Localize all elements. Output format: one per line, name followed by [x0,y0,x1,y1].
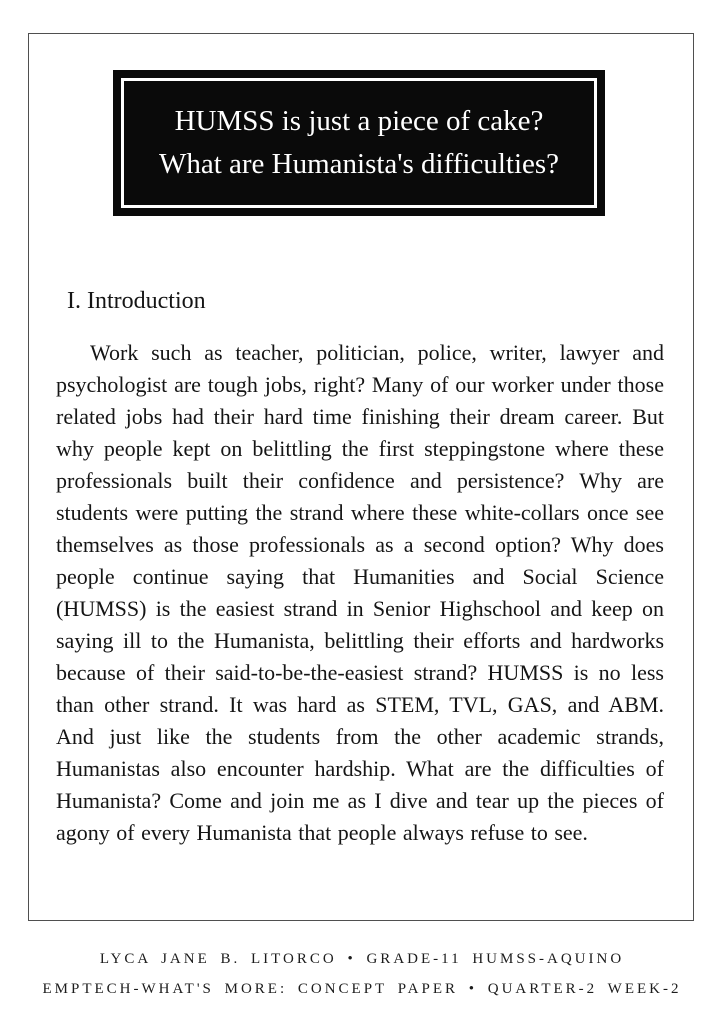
page-footer [0,944,724,1004]
page-border-frame [28,33,694,921]
footer-author-line: LYCA JANE B. LITORCO • GRADE-11 HUMSS-AQUINO [99,951,625,967]
section-heading: I. Introduction [67,288,206,314]
introduction-paragraph: Work such as teacher, politician, police, writer, lawyer and psychologist are tough jobs, right? Many of our worker under those related jobs had their hard time finishing their dream career. But why people kept on belittling the first steppingstone where these professionals built their confidence and persistence? Why are students were putting the strand where these white-collars once see themselves as those professionals as a second option? Why does people continue saying that Humanities and Social Science (HUMSS) is the easiest strand in Senior Highschool and keep on saying ill to the Humanista, belittling their efforts and hardworks because of their said-to-be-the-easiest strand? HUMSS is no less than other strand. It was hard as STEM, TVL, GAS, and ABM. And just like the students from the other academic strands, Humanistas also encounter hardship. What are the difficulties of Humanista? Come and join me as I dive and tear up the pieces of agony of every Humanista that people always refuse to see. [56,340,664,845]
title-banner [113,70,605,216]
document-title-line-1: HUMSS is just a piece of cake? [174,105,544,137]
footer-assignment-line: EMPTECH-WHAT'S MORE: CONCEPT PAPER • QUARTER-2 WEEK-2 [42,981,682,997]
document-title-line-2: What are Humanista's difficulties? [158,148,560,180]
title-banner-inner-frame [121,78,597,208]
